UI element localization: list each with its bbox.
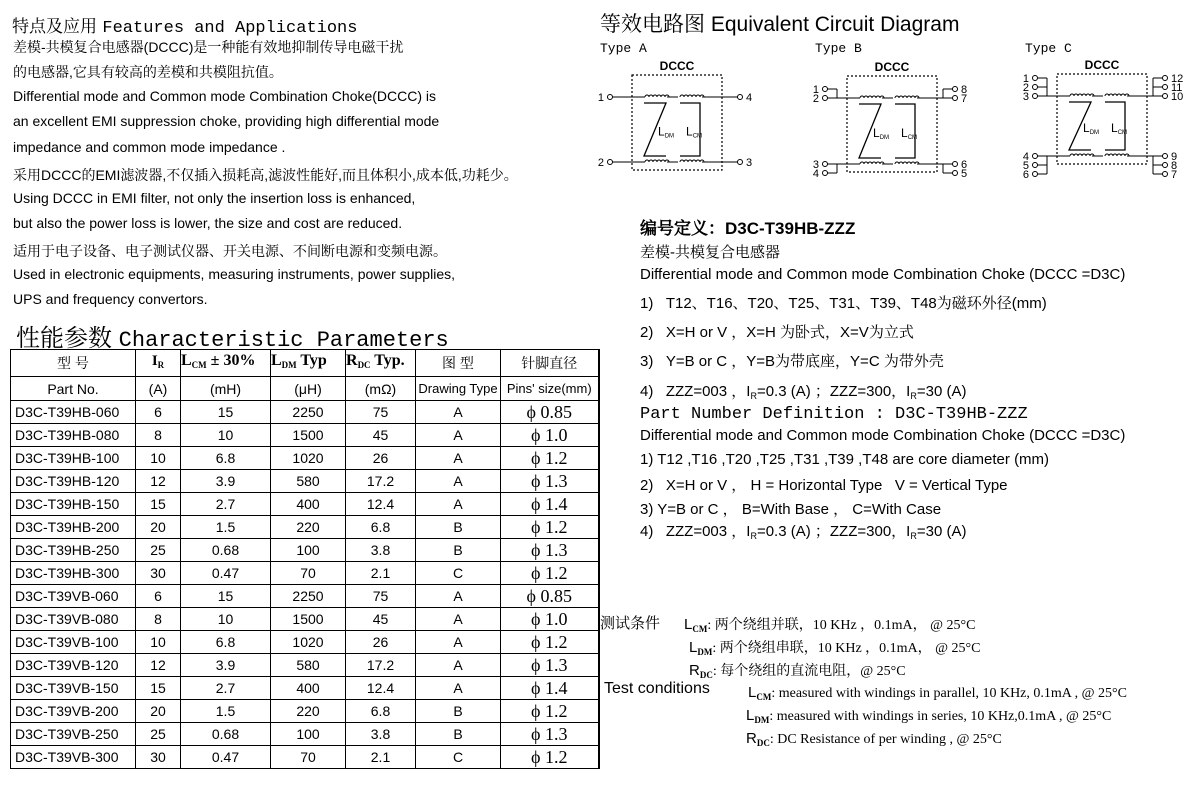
features-line: impedance and common mode impedance . xyxy=(13,139,286,155)
part-number-cell: D3C-T39VB-120 xyxy=(11,654,136,677)
lcm-cell: 10 xyxy=(181,424,271,447)
pin-terminal xyxy=(823,162,828,167)
pin-terminal xyxy=(1033,163,1038,168)
pin-size-cell: ϕ 1.2 xyxy=(501,631,599,654)
definition-item: 1) T12、T16、T20、T25、T31、T39、T48为磁环外径(mm) xyxy=(640,295,1047,312)
lcm-cell: 0.68 xyxy=(181,539,271,562)
drawing-type-cell: A xyxy=(416,677,501,700)
rdc-cell: 2.1 xyxy=(346,562,416,585)
pin-terminal xyxy=(823,96,828,101)
pin-terminal xyxy=(1163,163,1168,168)
rdc-cell: 12.4 xyxy=(346,677,416,700)
pin-number: 9 xyxy=(1171,151,1178,163)
table-row xyxy=(11,608,599,631)
features-line: UPS and frequency convertors. xyxy=(13,291,208,307)
drawing-type-cell: A xyxy=(416,654,501,677)
pin-size-cell: ϕ 1.2 xyxy=(501,700,599,723)
coil-winding xyxy=(1070,154,1094,156)
pin-terminal xyxy=(1033,94,1038,99)
part-number-cell: D3C-T39VB-080 xyxy=(11,608,136,631)
table-row xyxy=(11,562,599,585)
lcm-cell: 15 xyxy=(181,585,271,608)
features-line: Using DCCC in EMI filter, not only the insertion loss is enhanced, xyxy=(13,190,416,206)
pin-number: 2 xyxy=(812,93,819,105)
rated-current-cell: 20 xyxy=(136,700,181,723)
table-row xyxy=(11,723,599,746)
pin-number: 1 xyxy=(597,92,604,104)
pin-number: 4 xyxy=(746,92,753,104)
pin-size-cell: ϕ 1.2 xyxy=(501,447,599,470)
rdc-cell: 26 xyxy=(346,447,416,470)
rated-current-cell: 10 xyxy=(136,447,181,470)
pin-terminal xyxy=(608,95,613,100)
ldm-cell: 220 xyxy=(271,516,346,539)
pin-number: 2 xyxy=(1022,82,1029,94)
pin-number: 3 xyxy=(812,159,819,171)
pin-terminal xyxy=(1163,94,1168,99)
features-line: 采用DCCC的EMI滤波器,不仅插入损耗高,滤波性能好,而且体积小,成本低,功耗少。 xyxy=(13,167,518,183)
test-condition-en: $R_{DC}$: DC Resistance of per winding , @ 25°C xyxy=(746,730,1002,748)
pin-size-cell: ϕ 1.2 xyxy=(501,516,599,539)
table-row xyxy=(11,539,599,562)
rated-current-cell: 10 xyxy=(136,631,181,654)
definition-line: 1) T12 ,T16 ,T20 ,T25 ,T31 ,T39 ,T48 are core diameter (mm) xyxy=(640,450,1050,468)
features-line: an excellent EMI suppression choke, providing high differential mode xyxy=(13,113,440,129)
pin-number: 5 xyxy=(961,168,968,180)
pin-terminal xyxy=(1033,154,1038,159)
table-row xyxy=(11,493,599,516)
ldm-label: LDM xyxy=(873,126,890,141)
rdc-cell: 2.1 xyxy=(346,746,416,769)
rdc-cell: 75 xyxy=(346,585,416,608)
pin-number: 8 xyxy=(1171,160,1178,172)
lcm-cell: 1.5 xyxy=(181,516,271,539)
pin-size-cell: ϕ 1.2 xyxy=(501,746,599,769)
table-header-row: 型 号 $I_R$ $L_{CM} \pm 30\%$ $L_{DM}$ Typ $R_{DC}$ Typ. 图 型 针脚直径 xyxy=(11,350,599,377)
pin-number: 12 xyxy=(1171,73,1184,85)
table-row xyxy=(11,470,599,493)
definition-line: 差模-共模复合电感器 xyxy=(640,244,780,261)
part-number-cell: D3C-T39HB-100 xyxy=(11,447,136,470)
features-line: 适用于电子设备、电子测试仪器、开关电源、不间断电源和变频电源。 xyxy=(13,243,447,259)
coil-winding xyxy=(860,96,884,98)
pin-size-cell: ϕ 0.85 xyxy=(501,585,599,608)
test-condition-cn: $R_{DC}$: 每个绕组的直流电阻，@ 25°C xyxy=(689,662,906,680)
rated-current-cell: 20 xyxy=(136,516,181,539)
drawing-type-cell: C xyxy=(416,746,501,769)
pin-number: 3 xyxy=(746,157,753,169)
lcm-cell: 2.7 xyxy=(181,493,271,516)
lcm-cell: 6.8 xyxy=(181,447,271,470)
drawing-type-cell: B xyxy=(416,700,501,723)
pin-size-cell: ϕ 1.2 xyxy=(501,562,599,585)
table-row xyxy=(11,746,599,769)
definition-line: 3) Y=B or C ， B=With Base ， C=With Case xyxy=(640,500,942,518)
ldm-cell: 70 xyxy=(271,562,346,585)
part-number-cell: D3C-T39VB-100 xyxy=(11,631,136,654)
rdc-cell: 3.8 xyxy=(346,539,416,562)
coil-winding xyxy=(1105,94,1129,96)
features-line: 差模-共模复合电感器(DCCC)是一种能有效地抑制传导电磁干扰 xyxy=(13,39,404,55)
definition-item: 4) ZZZ=003 ，$I_R=0.3$ (A) ；ZZZ=300，$I_R=30$ (A) xyxy=(640,523,967,541)
definition-line: Differential mode and Common mode Combination Choke (DCCC =D3C) xyxy=(640,266,1126,283)
pin-number: 2 xyxy=(597,157,604,169)
pin-terminal xyxy=(1163,154,1168,159)
ldm-cell: 2250 xyxy=(271,585,346,608)
drawing-type-cell: A xyxy=(416,470,501,493)
drawing-type-cell: A xyxy=(416,585,501,608)
part-number-cell: D3C-T39HB-150 xyxy=(11,493,136,516)
pin-terminal xyxy=(608,160,613,165)
pin-size-cell: ϕ 1.3 xyxy=(501,654,599,677)
table-row xyxy=(11,700,599,723)
pin-number: 7 xyxy=(961,93,968,105)
coil-winding xyxy=(1070,94,1094,96)
pin-terminal xyxy=(1033,85,1038,90)
drawing-type-cell: A xyxy=(416,401,501,424)
table-row xyxy=(11,585,599,608)
test-condition-cn: $L_{CM}$: 两个绕组并联，10 KHz ，0.1mA， @ 25°C xyxy=(684,616,976,634)
ldm-cell: 580 xyxy=(271,654,346,677)
part-number-cell: D3C-T39VB-300 xyxy=(11,746,136,769)
part-number-cell: D3C-T39HB-300 xyxy=(11,562,136,585)
drawing-type-cell: A xyxy=(416,608,501,631)
rdc-cell: 12.4 xyxy=(346,493,416,516)
lcm-cell: 10 xyxy=(181,608,271,631)
pin-terminal xyxy=(1033,76,1038,81)
ldm-cell: 1500 xyxy=(271,424,346,447)
lcm-cell: 0.47 xyxy=(181,746,271,769)
pin-terminal xyxy=(1033,172,1038,177)
pin-terminal xyxy=(823,87,828,92)
rdc-cell: 75 xyxy=(346,401,416,424)
pin-number: 4 xyxy=(1022,151,1029,163)
pin-terminal xyxy=(953,87,958,92)
lcm-cell: 2.7 xyxy=(181,677,271,700)
part-number-cell: D3C-T39HB-060 xyxy=(11,401,136,424)
lcm-cell: 0.68 xyxy=(181,723,271,746)
drawing-type-cell: A xyxy=(416,424,501,447)
part-number-cell: D3C-T39HB-200 xyxy=(11,516,136,539)
rdc-cell: 17.2 xyxy=(346,654,416,677)
circuit-type-b xyxy=(813,41,967,180)
pin-size-cell: ϕ 1.4 xyxy=(501,493,599,516)
pin-terminal xyxy=(953,96,958,101)
rated-current-cell: 12 xyxy=(136,470,181,493)
part-number-cell: D3C-T39HB-250 xyxy=(11,539,136,562)
drawing-type-cell: B xyxy=(416,539,501,562)
test-condition-cn: $L_{DM}$: 两个绕组串联，10 KHz ，0.1mA， @ 25°C xyxy=(689,639,981,657)
test-conditions-label-cn: 测试条件 xyxy=(600,615,661,632)
pin-size-cell: ϕ 1.4 xyxy=(501,677,599,700)
ldm-label: LDM xyxy=(1083,121,1100,136)
pin-number: 1 xyxy=(812,84,819,96)
rated-current-cell: 6 xyxy=(136,401,181,424)
pin-terminal xyxy=(1163,85,1168,90)
rated-current-cell: 15 xyxy=(136,493,181,516)
features-line: 的电感器,它具有较高的差模和共模阻抗值。 xyxy=(13,64,283,80)
pin-size-cell: ϕ 1.0 xyxy=(501,608,599,631)
drawing-type-cell: A xyxy=(416,447,501,470)
table-row xyxy=(11,654,599,677)
drawing-type-cell: C xyxy=(416,562,501,585)
table-row xyxy=(11,677,599,700)
coil-winding xyxy=(645,95,669,97)
part-number-cell: D3C-T39VB-150 xyxy=(11,677,136,700)
rated-current-cell: 30 xyxy=(136,746,181,769)
dccc-label: DCCC xyxy=(659,59,695,73)
pin-number: 3 xyxy=(1022,91,1029,103)
circuit-heading: 等效电路图 Equivalent Circuit Diagram xyxy=(600,13,960,36)
coil-winding xyxy=(860,162,884,164)
pin-number: 10 xyxy=(1171,91,1184,103)
ldm-cell: 2250 xyxy=(271,401,346,424)
pin-terminal xyxy=(1163,172,1168,177)
definition-line: 2) X=H or V ， H = Horizontal Type V = Vertical Type xyxy=(640,477,1008,494)
params-heading: 性能参数 Characteristic Parameters xyxy=(16,325,449,353)
features-line: Differential mode and Common mode Combination Choke(DCCC) is xyxy=(13,88,437,104)
pin-number: 1 xyxy=(1022,73,1029,85)
rated-current-cell: 8 xyxy=(136,608,181,631)
rdc-cell: 6.8 xyxy=(346,700,416,723)
table-row xyxy=(11,424,599,447)
coil-winding xyxy=(680,160,704,162)
rated-current-cell: 8 xyxy=(136,424,181,447)
definition-item: 4) ZZZ=003 ，$I_R=0.3$ (A) ；ZZZ=300，$I_R=30$ (A) xyxy=(640,383,967,401)
pin-number: 7 xyxy=(1171,169,1178,181)
pin-terminal xyxy=(953,171,958,176)
pin-terminal xyxy=(953,162,958,167)
pin-size-cell: ϕ 1.3 xyxy=(501,723,599,746)
pin-size-cell: ϕ 0.85 xyxy=(501,401,599,424)
pin-terminal xyxy=(823,171,828,176)
pin-number: 6 xyxy=(1022,169,1029,181)
pin-terminal xyxy=(1163,76,1168,81)
table-row xyxy=(11,447,599,470)
lcm-cell: 6.8 xyxy=(181,631,271,654)
rated-current-cell: 25 xyxy=(136,723,181,746)
features-line: but also the power loss is lower, the size and cost are reduced. xyxy=(13,215,403,231)
part-number-cell: D3C-T39VB-060 xyxy=(11,585,136,608)
ldm-cell: 1500 xyxy=(271,608,346,631)
part-number-cell: D3C-T39HB-080 xyxy=(11,424,136,447)
table-row xyxy=(11,631,599,654)
parameters-table xyxy=(10,349,600,769)
pin-number: 5 xyxy=(1022,160,1029,172)
part-number-cell: D3C-T39VB-250 xyxy=(11,723,136,746)
definition-heading-en: Part Number Definition : D3C-T39HB-ZZZ xyxy=(640,405,1028,424)
ldm-cell: 100 xyxy=(271,723,346,746)
ldm-cell: 400 xyxy=(271,493,346,516)
lcm-cell: 15 xyxy=(181,401,271,424)
drawing-type-cell: A xyxy=(416,493,501,516)
pin-number: 11 xyxy=(1171,82,1183,94)
lcm-cell: 1.5 xyxy=(181,700,271,723)
rated-current-cell: 12 xyxy=(136,654,181,677)
coil-winding xyxy=(645,160,669,162)
rated-current-cell: 15 xyxy=(136,677,181,700)
features-line: Used in electronic equipments, measuring instruments, power supplies, xyxy=(13,266,455,282)
drawing-type-cell: A xyxy=(416,631,501,654)
definition-item: 2) X=H or V ，X=H 为卧式，X=V为立式 xyxy=(640,324,914,341)
coil-winding xyxy=(1105,154,1129,156)
part-number-cell: D3C-T39HB-120 xyxy=(11,470,136,493)
pin-terminal xyxy=(738,95,743,100)
lcm-cell: 3.9 xyxy=(181,654,271,677)
rdc-cell: 26 xyxy=(346,631,416,654)
definition-line: Differential mode and Common mode Combination Choke (DCCC =D3C) xyxy=(640,427,1126,444)
rdc-cell: 45 xyxy=(346,424,416,447)
table-row xyxy=(11,401,599,424)
rated-current-cell: 25 xyxy=(136,539,181,562)
dccc-label: DCCC xyxy=(1084,58,1120,72)
coil-winding xyxy=(895,96,919,98)
dccc-label: DCCC xyxy=(874,60,910,74)
lcm-cell: 3.9 xyxy=(181,470,271,493)
ldm-cell: 580 xyxy=(271,470,346,493)
pin-size-cell: ϕ 1.3 xyxy=(501,539,599,562)
drawing-type-cell: B xyxy=(416,723,501,746)
test-condition-en: $L_{CM}$: measured with windings in parallel, 10 KHz, 0.1mA , @ 25°C xyxy=(748,684,1127,702)
pin-number: 8 xyxy=(961,84,968,96)
pin-terminal xyxy=(738,160,743,165)
circuit-type-a xyxy=(598,41,752,170)
coil-winding xyxy=(680,95,704,97)
rdc-cell: 45 xyxy=(346,608,416,631)
table-row xyxy=(11,516,599,539)
lcm-label: LCM xyxy=(1111,121,1128,136)
rdc-cell: 6.8 xyxy=(346,516,416,539)
features-heading: 特点及应用 Features and Applications xyxy=(12,17,358,38)
ldm-cell: 220 xyxy=(271,700,346,723)
circuit-type-c xyxy=(1023,41,1183,181)
rdc-cell: 3.8 xyxy=(346,723,416,746)
circuit-type-label: Type C xyxy=(1025,41,1072,56)
table-units-row: Part No. (A) (mH) (μH) (mΩ) Drawing Type Pins' size(mm) xyxy=(11,377,599,401)
definition-item: 3) Y=B or C ，Y=B为带底座，Y=C 为带外壳 xyxy=(640,353,944,370)
ldm-label: LDM xyxy=(658,124,675,140)
pin-size-cell: ϕ 1.0 xyxy=(501,424,599,447)
circuit-type-label: Type A xyxy=(600,41,647,56)
pin-number: 6 xyxy=(961,159,968,171)
drawing-type-cell: B xyxy=(416,516,501,539)
test-conditions-label-en: Test conditions xyxy=(604,680,710,697)
circuit-type-label: Type B xyxy=(815,41,862,56)
lcm-label: LCM xyxy=(686,124,703,140)
rated-current-cell: 30 xyxy=(136,562,181,585)
pin-size-cell: ϕ 1.3 xyxy=(501,470,599,493)
lcm-cell: 0.47 xyxy=(181,562,271,585)
test-condition-en: $L_{DM}$: measured with windings in series, 10 KHz,0.1mA , @ 25°C xyxy=(746,707,1112,725)
coil-winding xyxy=(895,162,919,164)
ldm-cell: 400 xyxy=(271,677,346,700)
lcm-label: LCM xyxy=(901,126,918,141)
ldm-cell: 1020 xyxy=(271,631,346,654)
pin-number: 4 xyxy=(812,168,819,180)
part-number-cell: D3C-T39VB-200 xyxy=(11,700,136,723)
ldm-cell: 70 xyxy=(271,746,346,769)
equivalent-circuit-diagrams xyxy=(595,36,1201,186)
rated-current-cell: 6 xyxy=(136,585,181,608)
ldm-cell: 1020 xyxy=(271,447,346,470)
definition-heading-cn: 编号定义：D3C-T39HB-ZZZ xyxy=(640,219,856,238)
rdc-cell: 17.2 xyxy=(346,470,416,493)
ldm-cell: 100 xyxy=(271,539,346,562)
